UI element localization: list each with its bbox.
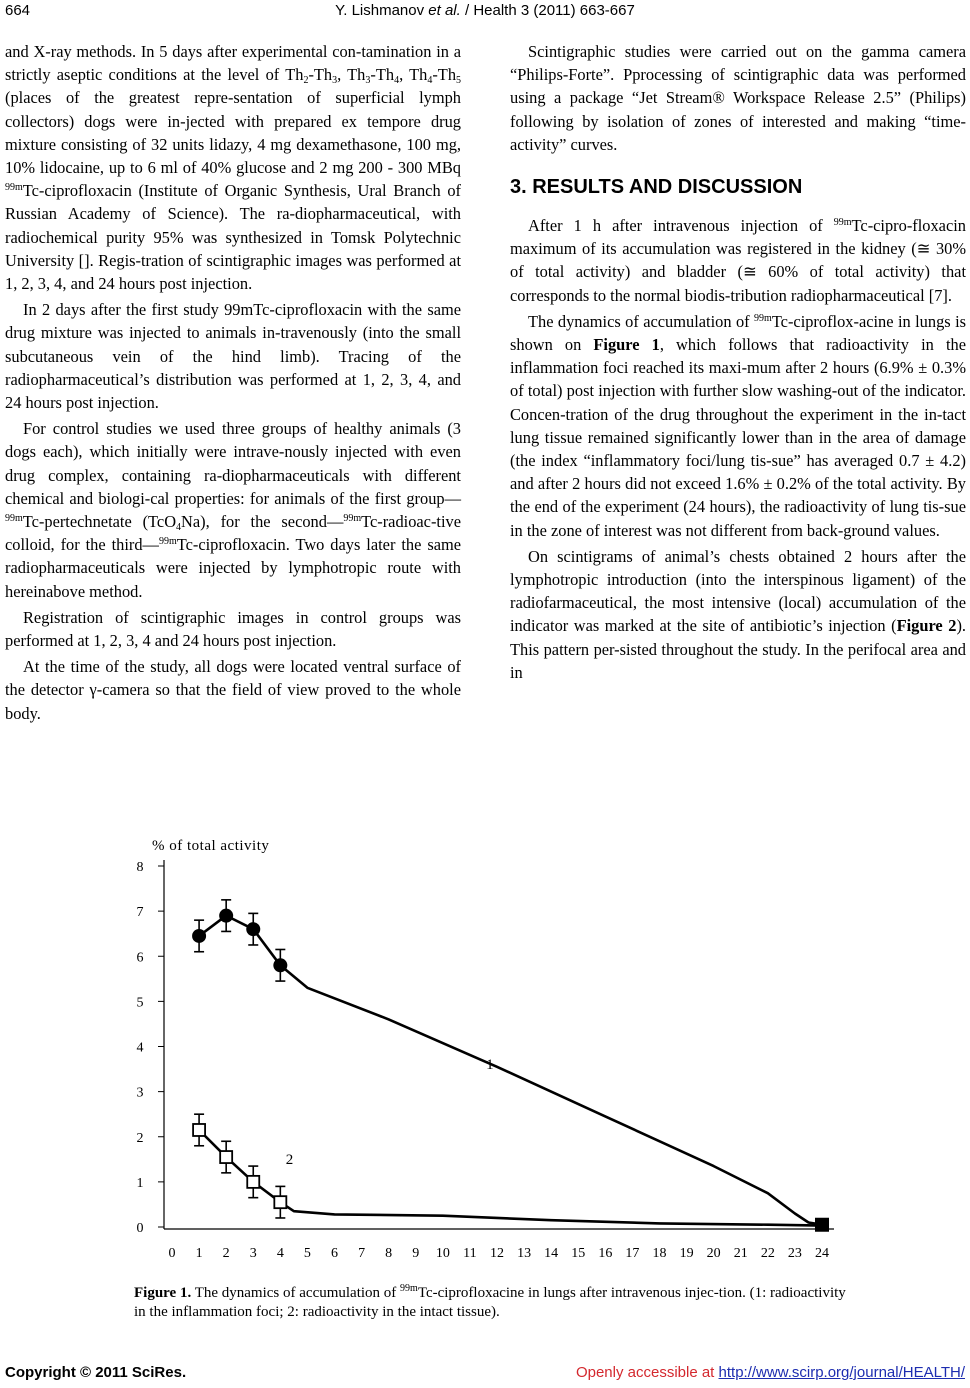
data-point <box>219 909 233 923</box>
data-point <box>274 1196 286 1208</box>
x-tick-label: 9 <box>412 1246 420 1261</box>
x-tick-label: 19 <box>679 1246 694 1261</box>
x-tick-label: 8 <box>385 1246 393 1261</box>
x-tick-label: 5 <box>303 1246 311 1261</box>
paragraph: Registration of scintigraphic images in control groups was performed at 1, 2, 3, 4 and 24 hours post injection. <box>5 607 461 651</box>
x-tick-label: 6 <box>331 1246 338 1261</box>
paragraph: At the time of the study, all dogs were located ventral surface of the detector γ-camera so that the field of view proved to the whole body. <box>5 657 461 723</box>
figure-1 <box>120 826 860 1266</box>
copyright: Copyright © 2011 SciRes. <box>5 1364 187 1381</box>
x-tick-label: 10 <box>435 1246 450 1261</box>
data-point <box>193 1124 205 1136</box>
y-tick-label: 8 <box>136 860 144 875</box>
y-tick-label: 1 <box>136 1175 144 1191</box>
paragraph: Scintigraphic studies were carried out on the gamma camera “Philips-Forte”. Pprocessing of scintigraphic data was performed using a package “Jet Stream® Workspace Release 2.5” (Philips) following by isolation of zones of interested and making “time-activity” curves. <box>510 42 966 154</box>
end-point-marker <box>815 1218 829 1232</box>
y-tick-label: 6 <box>136 950 144 966</box>
open-access-note: Openly accessible at http://www.scirp.org/journal/HEALTH/ <box>575 1364 965 1381</box>
page-number: 664 <box>5 2 31 19</box>
x-tick-label: 14 <box>544 1246 559 1261</box>
x-tick-label: 4 <box>276 1246 284 1261</box>
page-footer <box>0 1364 970 1386</box>
x-tick-label: 23 <box>787 1246 802 1261</box>
data-point <box>247 1176 259 1188</box>
x-tick-label: 15 <box>571 1246 586 1261</box>
paragraph: In 2 days after the first study 99mTc-ciprofloxacin with the same drug mixture was injected to animals in-travenously (into the small subcutaneous vein of the hind limb). Tracing of the radiopharmaceutical’s distribution was performed at 1, 2, 3, 4, and 24 hours post injection. <box>5 300 461 413</box>
x-tick-label: 13 <box>517 1246 532 1261</box>
x-tick-label: 18 <box>652 1246 667 1261</box>
running-header <box>0 2 970 22</box>
paragraph: On scintigrams of animal’s chests obtained 2 hours after the lymphotropic introduction (into the interspinous ligament) of the radiofarmaceutical, the most intensive (local) accumulation of the indicator was marked at the site of antibiotic’s injection (Figure 2). This pattern per-sisted throughout the study. In the perifocal area and in <box>510 546 966 682</box>
x-tick-label: 20 <box>706 1246 721 1261</box>
data-point <box>220 1151 232 1163</box>
y-tick-label: 7 <box>136 905 144 921</box>
data-point <box>273 958 287 972</box>
x-tick-label: 12 <box>490 1246 504 1261</box>
x-tick-label: 3 <box>249 1246 257 1261</box>
series-lines <box>199 916 822 1226</box>
y-axis-label: % of total activity <box>152 838 270 854</box>
figure-caption: Figure 1. The dynamics of accumulation of $^{99m}$Tc-ciprofloxacine in lungs after intravenous injec-tion. (1: radioactivity in the inflammation foci; 2: radioactivity in the intact tissue). <box>134 1283 846 1320</box>
section-heading: 3. RESULTS AND DISCUSSION <box>510 176 803 199</box>
series-markers <box>192 900 829 1232</box>
x-tick-label: 0 <box>168 1246 176 1261</box>
x-tick-label: 2 <box>222 1246 230 1261</box>
y-tick-label: 0 <box>136 1221 144 1236</box>
data-point <box>192 929 206 943</box>
x-tick-label: 22 <box>760 1246 775 1261</box>
series-line-1 <box>199 916 822 1225</box>
series-line-2 <box>199 1130 822 1226</box>
x-tick-label: 17 <box>625 1246 640 1261</box>
axes <box>158 860 834 1229</box>
right-column <box>510 40 966 684</box>
x-tick-label: 1 <box>195 1246 203 1261</box>
series-annotation: 2 <box>285 1151 294 1168</box>
running-title: Y. Lishmanov et al. / Health 3 (2011) 663-667 <box>335 2 635 19</box>
x-tick-label: 16 <box>598 1246 613 1261</box>
x-tick-label: 21 <box>733 1246 748 1261</box>
y-tick-label: 3 <box>136 1085 144 1101</box>
annotations <box>286 1057 494 1168</box>
paragraph: and X-ray methods. In 5 days after experimental con-tamination in a strictly aseptic conditions at the level of $Th_2-Th_3$, $Th_3-Th_4$, $Th_4-Th_5$ (places of the greatest repre-sentation of superficial lymph collectors) dogs were in-jected with prepared ex tempore drug mixture consisting of 32 units lidazy, 4 mg dexamethasone, 100 mg, 10% lidocaine, up to 6 ml of 40% glucose and 2 mg 200 - 300 MBq $^{99m}$Tc-ciprofloxacin (Institute of Organic Synthesis, Ural Branch of Russian Academy of Science). The ra-diopharmaceutical, with radiochemical purity 95% was synthesized in Tomsk Polytechnic University []. Regis-tration of scintigraphic images was performed at 1, 2, 3, 4, and 24 hours post injection. <box>5 42 462 294</box>
x-tick-label: 24 <box>815 1246 829 1261</box>
y-tick-label: 2 <box>136 1130 144 1146</box>
journal-link[interactable]: http://www.scirp.org/journal/HEALTH/ <box>718 1364 965 1381</box>
y-tick-label: 4 <box>136 1040 144 1056</box>
paragraph: The dynamics of accumulation of $^{99m}$Tc-ciproflox-acine in lungs is shown on Figure 1, which follows that radioactivity in the inflammation foci reached its maxi-mum after 2 hours (6.9% ± 0.3% of total) post injection with further slow washing-out of the indicator. Concen-tration of the drug throughout the experiment in the in-tact lung tissue remained significantly lower than in the area of damage (the index “inflammatory foci/lung tis-sue” has averaged 0.7 ± 4.2) and after 2 hours did not exceed 1.6% ± 0.2% of the total activity. By the end of the experiment (24 hours), the radioactivity of lung tis-sue in the zone of interest was not different from back-ground values. <box>510 311 966 540</box>
data-point <box>246 922 260 936</box>
paragraph: For control studies we used three groups of healthy animals (3 dogs each), which initially were intrave-nously injected with even drug complex, containing ra-diopharmaceuticals with different chemical and biologi-cal properties: for animals of the first group—$^{99m}$Tc-pertechnetate (TcO$_4$Na), for the second—$^{99m}$Tc-radioac-tive colloid, for the third—$^{99m}$Tc-ciprofloxacin. Two days later the same radiopharmaceuticals were injected by lymphotropic route with hereinabove method. <box>5 419 462 601</box>
left-column <box>5 40 461 725</box>
series-annotation: 1 <box>486 1057 494 1074</box>
x-tick-label: 11 <box>463 1246 477 1261</box>
y-tick-label: 5 <box>136 995 144 1011</box>
paragraph: After 1 h after intravenous injection of $^{99m}$Tc-cipro-floxacin maximum of its accumulation was registered in the kidney (≅ 30% of total activity) and bladder (≅ 60% of total activity) that corresponds to the normal biodis-tribution radiopharmaceutical [7]. <box>510 216 966 305</box>
line-chart <box>120 826 860 1266</box>
x-tick-label: 7 <box>358 1246 366 1261</box>
